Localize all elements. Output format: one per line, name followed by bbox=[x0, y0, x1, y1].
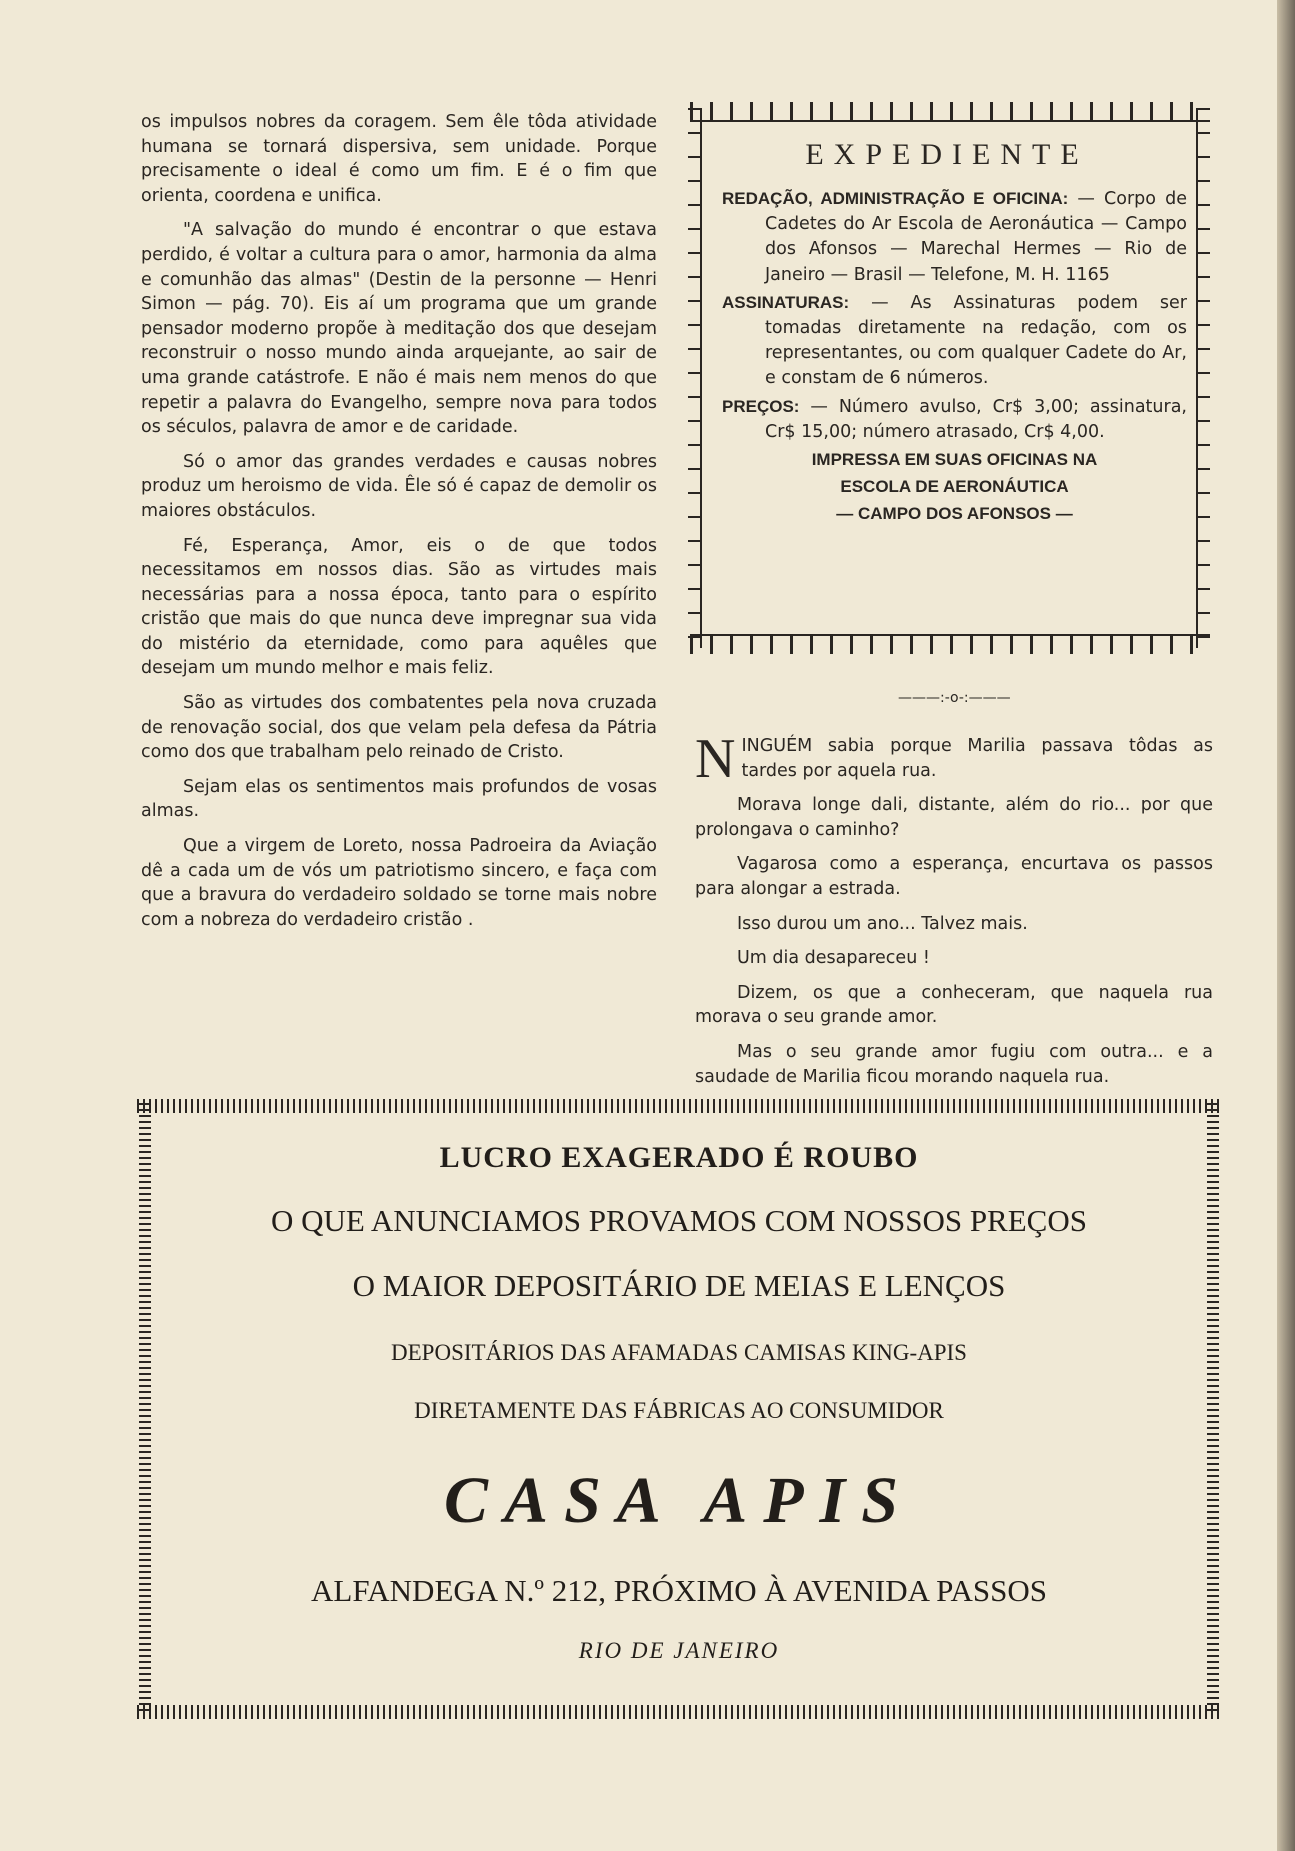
expediente-box bbox=[700, 108, 1194, 648]
redacao-label: REDAÇÃO, ADMINISTRAÇÃO E OFICINA: bbox=[722, 189, 1069, 208]
story-paragraph: Dizem, os que a conheceram, que naquela rua morava o seu grande amor. bbox=[695, 982, 1213, 1028]
impressa-line-1: IMPRESSA EM SUAS OFICINAS NA bbox=[811, 450, 1098, 470]
ad-line-prices: O QUE ANUNCIAMOS PROVAMOS COM NOSSOS PREÇOS bbox=[271, 1203, 1087, 1238]
ad-line-fabricas: DIRETAMENTE DAS FÁBRICAS AO CONSUMIDOR bbox=[414, 1398, 944, 1423]
ad-city: RIO DE JANEIRO bbox=[578, 1638, 780, 1663]
assinaturas-label: ASSINATURAS: bbox=[722, 292, 850, 312]
article-paragraph: Fé, Esperança, Amor, eis o de que todos necessitamos em nossos dias. São as virtudes mais necessárias para a nossa época, tanto para o espírito cristão que mais do que nunca deve impregnar sua vida do mistério da eternidade, como para aquêles que desejam um mundo melhor e mais feliz. bbox=[141, 535, 657, 679]
ad-border-top bbox=[137, 1099, 1221, 1113]
story-paragraph: Morava longe dali, distante, além do rio... por que prolongava o caminho? bbox=[695, 795, 1213, 840]
ad-store-name: CASA APIS bbox=[444, 1464, 914, 1537]
casa-apis-advertisement bbox=[145, 1103, 1213, 1715]
story-paragraph: Isso durou um ano... Talvez mais. bbox=[737, 913, 1028, 934]
article-paragraph: Só o amor das grandes verdades e causas nobres produz um heroismo de vida. Êle só é capaz de demolir os maiores obstáculos. bbox=[141, 451, 657, 521]
article-paragraph: Que a virgem de Loreto, nossa Padroeira da Aviação dê a cada um de vós um patriotismo sincero, e faça com que a bravura do verdadeiro soldado se torne mais nobre com a nobreza do verdadeiro cristão . bbox=[141, 836, 657, 930]
ad-line-depositario: O MAIOR DEPOSITÁRIO DE MEIAS E LENÇOS bbox=[352, 1268, 1006, 1303]
redacao-text: — Corpo de Cadetes do Ar Escola de Aeronáutica — Campo dos Afonsos — Marechal Hermes — Rio de Janeiro — Brasil — Telefone, M. H. 1165 bbox=[765, 189, 1187, 285]
redacao-entry bbox=[722, 186, 1187, 288]
expediente-title: EXPEDIENTE bbox=[805, 138, 1089, 171]
article-paragraph: "A salvação do mundo é encontrar o que estava perdido, é voltar a cultura para o amor, harmonia da alma e comunhão das almas" (Destin de la personne — Henri Simon — pág. 70). Eis aí um programa que um grande pensador moderno propõe à meditação dos que desejam reconstruir o nosso mundo ainda arquejante, ao sair de uma grande catástrofe. E não é mais nem menos do que repetir a palavra do Evangelho, sempre nova para todos os séculos, palavra de amor e de caridade. bbox=[141, 220, 657, 438]
article-paragraph: os impulsos nobres da coragem. Sem êle tôda atividade humana se tornará dispersiva, sem unidade. Porque precisamente o ideal é como um fim. E é o fim que orienta, coordena e unifica. bbox=[141, 112, 657, 206]
ad-line-camisas: DEPOSITÁRIOS DAS AFAMADAS CAMISAS KING-APIS bbox=[391, 1340, 967, 1365]
drop-cap: N bbox=[695, 728, 736, 790]
assinaturas-entry bbox=[722, 290, 1187, 392]
impressa-line-3: — CAMPO DOS AFONSOS — bbox=[836, 504, 1073, 524]
impressa-line-2: ESCOLA DE AERONÁUTICA bbox=[840, 477, 1069, 497]
story-paragraph: Um dia desapareceu ! bbox=[737, 948, 930, 969]
section-separator: ———:-o-:——— bbox=[898, 690, 1011, 706]
precos-entry bbox=[722, 394, 1187, 445]
story-paragraph bbox=[695, 728, 1213, 790]
ad-address: ALFANDEGA N.º 212, PRÓXIMO À AVENIDA PASSOS bbox=[311, 1573, 1047, 1608]
precos-text: — Número avulso, Cr$ 3,00; assinatura, Cr$ 15,00; número atrasado, Cr$ 4,00. bbox=[765, 396, 1187, 442]
right-column-story bbox=[695, 728, 1213, 1099]
box-border-bottom bbox=[690, 634, 1210, 654]
article-paragraph: Sejam elas os sentimentos mais profundos de vosas almas. bbox=[141, 776, 657, 822]
story-first-text: INGUÉM sabia porque Marilia passava tôdas as tardes por aquela rua. bbox=[741, 736, 1213, 781]
precos-label: PREÇOS: bbox=[722, 396, 800, 416]
left-column-article bbox=[141, 110, 657, 942]
box-border-left bbox=[688, 108, 702, 648]
article-paragraph: São as virtudes dos combatentes pela nova cruzada de renovação social, dos que velam pela defesa da Pátria como dos que trabalham pelo reinado de Cristo. bbox=[141, 693, 657, 763]
ad-headline: LUCRO EXAGERADO É ROUBO bbox=[439, 1141, 919, 1174]
assinaturas-text: — As Assinaturas podem ser tomadas diretamente na redação, com os representantes, ou com qualquer Cadete do Ar, e constam de 6 números. bbox=[765, 292, 1187, 389]
expediente-body bbox=[722, 186, 1187, 529]
story-paragraph: Vagarosa como a esperança, encurtava os passos para alongar a estrada. bbox=[695, 854, 1213, 899]
page-edge-shadow bbox=[1277, 0, 1295, 1851]
story-paragraph: Mas o seu grande amor fugiu com outra... e a saudade de Marilia ficou morando naquela rua. bbox=[695, 1041, 1213, 1087]
box-border-top bbox=[690, 102, 1210, 122]
box-border-right bbox=[1196, 108, 1210, 648]
ad-border-bottom bbox=[137, 1705, 1221, 1719]
